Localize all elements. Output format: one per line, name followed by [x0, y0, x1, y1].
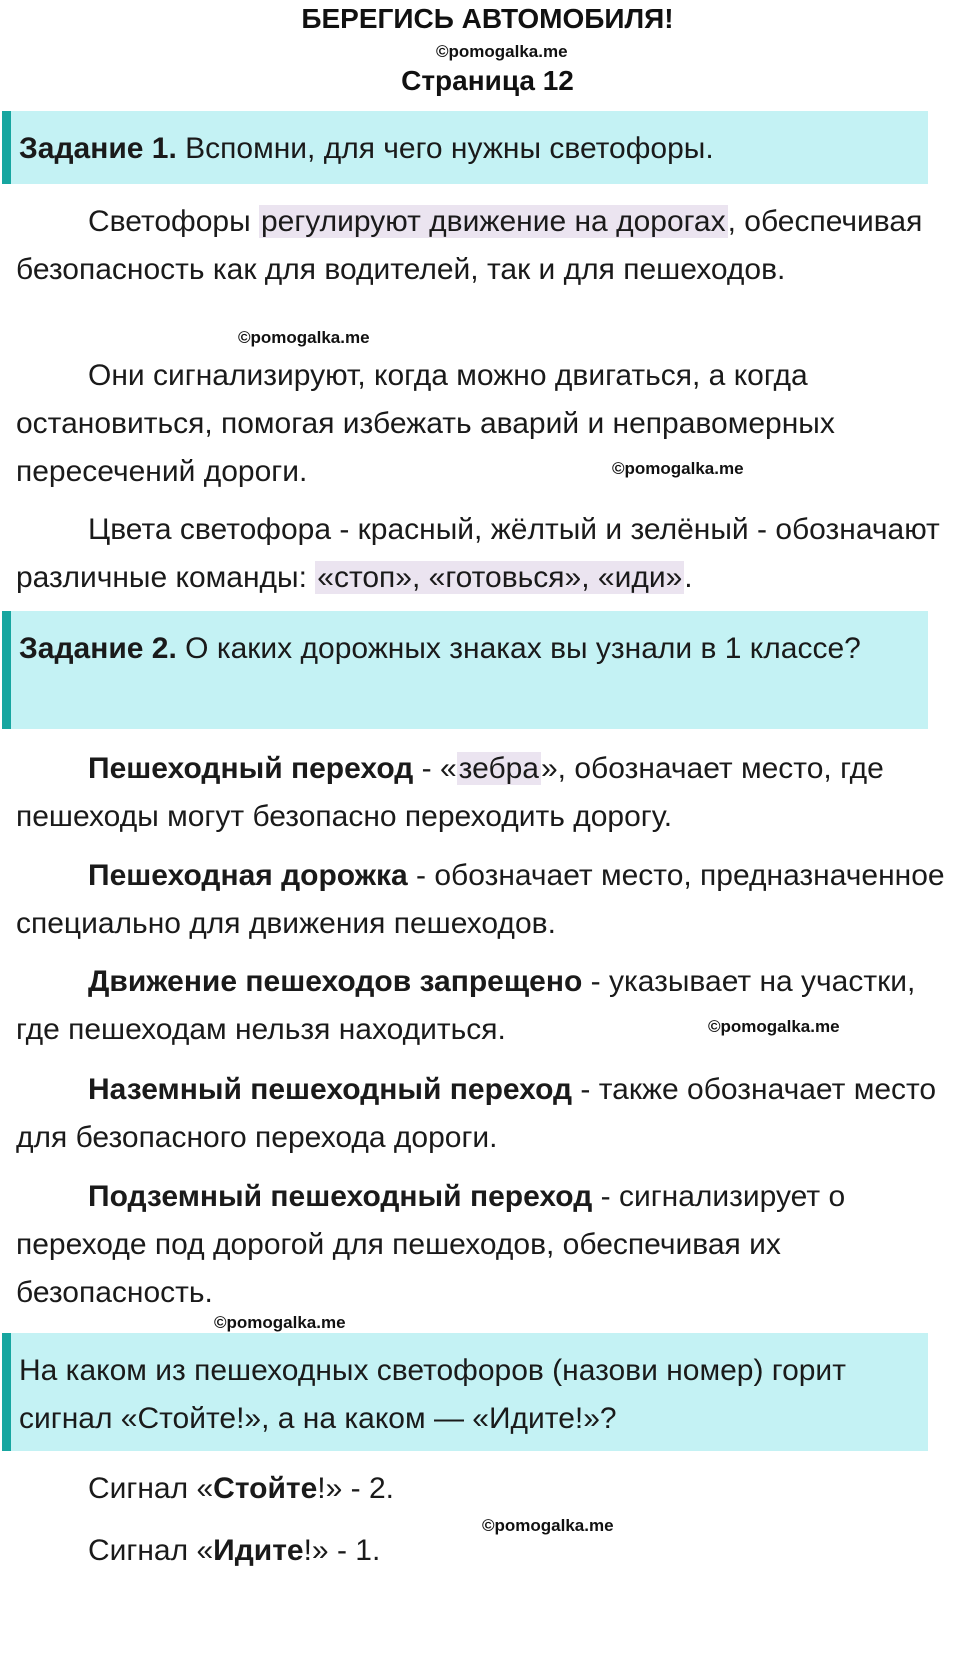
text: - «	[413, 752, 457, 785]
sign-name: Пешеходная дорожка	[88, 859, 408, 892]
page-title: БЕРЕГИСЬ АВТОМОБИЛЯ!	[301, 3, 674, 34]
task-3-question: На каком из пешеходных светофоров (назови номер) горит сигнал «Стойте!», а на каком — «Идите!»?	[19, 1354, 846, 1435]
sign-desc: - также обозначает место для безопасного перехода дороги.	[16, 1073, 937, 1154]
watermark: ©pomogalka.me	[708, 1017, 840, 1036]
watermark: ©pomogalka.me	[436, 42, 568, 61]
signal-stop: Стойте	[213, 1472, 318, 1505]
sign-name: Пешеходный переход	[88, 752, 414, 785]
text: , обеспечивая безопасность как для водителей, так и для пешеходов.	[16, 205, 923, 286]
text: .	[684, 561, 693, 594]
task-2-label: Задание 2.	[19, 632, 177, 665]
task-1-question: Вспомни, для чего нужны светофоры.	[185, 132, 714, 165]
text: Цвета светофора - красный, жёлтый и зелёный - обозначают различные команды:	[16, 513, 940, 594]
watermark: ©pomogalka.me	[482, 1516, 614, 1535]
answer-3-line-2	[88, 1527, 380, 1575]
sign-desc: - указывает на участки, где пешеходам нельзя находиться.	[16, 965, 916, 1046]
sign-name: Движение пешеходов запрещено	[88, 965, 583, 998]
signal-go: Идите	[213, 1534, 304, 1567]
sign-desc: - сигнализирует о переходе под дорогой для пешеходов, обеспечивая их безопасность.	[16, 1180, 846, 1309]
sign-item	[16, 852, 956, 948]
watermark: ©pomogalka.me	[612, 459, 744, 478]
answer-1-paragraph-1	[16, 198, 956, 294]
page-number: Страница 12	[401, 65, 574, 96]
text: Светофоры	[88, 205, 259, 238]
text: !» - 2.	[317, 1472, 394, 1505]
sign-item	[16, 1066, 956, 1162]
task-3-box	[2, 1333, 928, 1451]
answer-1-paragraph-3	[16, 506, 956, 602]
sign-item	[16, 745, 956, 841]
sign-item	[16, 958, 956, 1054]
watermark: ©pomogalka.me	[238, 328, 370, 347]
sign-name: Подземный пешеходный переход	[88, 1180, 593, 1213]
task-2-box	[2, 611, 928, 729]
highlight: зебра	[458, 752, 539, 785]
sign-name: Наземный пешеходный переход	[88, 1073, 573, 1106]
answer-1-paragraph-2: Они сигнализируют, когда можно двигаться, а когда остановиться, помогая избежать аварий и неправомерных пересечений дороги.	[16, 359, 835, 488]
task-1-label: Задание 1.	[19, 132, 177, 165]
task-2-question: О каких дорожных знаках вы узнали в 1 классе?	[185, 632, 861, 665]
task-1-box	[2, 111, 928, 184]
text: Сигнал «	[88, 1534, 214, 1567]
sign-desc: », обозначает место, где пешеходы могут безопасно переходить дорогу.	[16, 752, 884, 833]
answer-3-line-1	[88, 1465, 394, 1513]
text: !» - 1.	[303, 1534, 381, 1567]
sign-desc: - обозначает место, предназначенное специально для движения пешеходов.	[16, 859, 945, 940]
watermark: ©pomogalka.me	[214, 1313, 346, 1332]
sign-item	[16, 1173, 956, 1317]
text: Сигнал «	[88, 1472, 214, 1505]
highlight: «стоп», «готовься», «иди»	[317, 561, 683, 594]
highlight: регулируют движение на дорогах	[261, 205, 726, 238]
